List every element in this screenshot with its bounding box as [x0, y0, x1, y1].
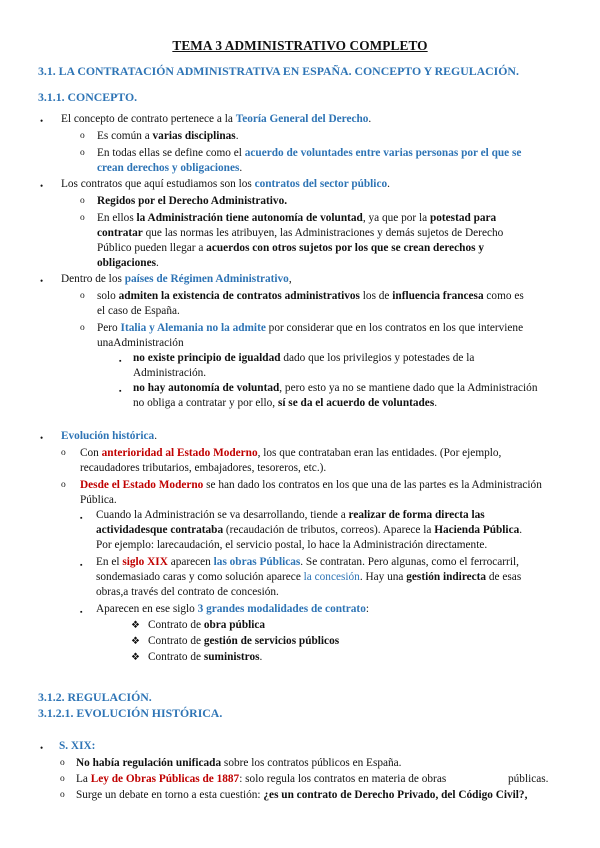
subsub-equality-cont: Administración. [133, 367, 207, 379]
subsub-xix-century: En el siglo XIX aparecen las obras Públicas. Se contratan. Pero algunas, como el ferrocarril, [96, 556, 519, 568]
sub-french-influence: solo admiten la existencia de contratos administrativos los de influencia francesa como es [97, 290, 524, 302]
subsub-no-autonomy: no hay autonomía de voluntad, pero esto ya no se mantiene dado que la Administración [133, 382, 538, 394]
subsub-three-modalities: Aparecen en ese siglo 3 grandes modalidades de contrato: [96, 603, 369, 615]
diamond-bullet-icon: ❖ [131, 652, 140, 663]
modality-public-works: Contrato de obra pública [148, 619, 266, 631]
bullet-public-contracts: Los contratos que aquí estudiamos son los contratos del sector público. [61, 178, 390, 190]
square-bullet-icon: ▪ [119, 387, 122, 395]
bullet-icon: • [40, 433, 44, 443]
heading-3-1-2-1: 3.1.2.1. EVOLUCIÓN HISTÓRICA. [38, 706, 223, 720]
circle-bullet-icon: o [60, 758, 65, 768]
sub-autonomy-l4: obligaciones. [97, 257, 159, 269]
square-bullet-icon: ▪ [119, 357, 122, 365]
subsub-equality: no existe principio de igualdad dado que los privilegios y potestades de la [133, 352, 475, 364]
sub-public-works-law: La Ley de Obras Públicas de 1887: solo regula los contratos en materia de obras [76, 773, 447, 785]
sub-debate: Surge un debate en torno a esta cuestión: ¿es un contrato de Derecho Privado, del Código Civil?, [76, 789, 528, 801]
sub-french-influence-cont: el caso de España. [97, 305, 180, 317]
sub-common-disciplines: Es común a varias disciplinas. [97, 130, 239, 142]
sub-since-modern-state: Desde el Estado Moderno se han dado los contratos en los que una de las partes es la Administración [80, 479, 542, 491]
circle-bullet-icon: o [80, 196, 85, 206]
sub-public-works-law-tail: públicas. [508, 773, 549, 785]
subsub-direct-activities: Cuando la Administración se va desarrollando, tiende a realizar de forma directa las [96, 509, 485, 521]
subsub-direct-activities-l2: actividadesque contrataba (recaudación de tributos, correos). Aparece la Hacienda Pública. [96, 524, 523, 536]
bullet-icon: • [40, 743, 44, 753]
sub-before-modern-state-cont: recaudadores tributarios, embajadores, tesoreros, etc.). [80, 462, 327, 474]
circle-bullet-icon: o [80, 213, 85, 223]
sub-no-unified-regulation: No había regulación unificada sobre los contratos públicos en España. [76, 757, 402, 769]
subsub-no-autonomy-cont: no obliga a contratar y por ello, sí se da el acuerdo de voluntades. [133, 397, 438, 409]
modality-public-services: Contrato de gestión de servicios públicos [148, 635, 340, 647]
bullet-icon: • [40, 181, 44, 191]
sub-definition: En todas ellas se define como el acuerdo de voluntades entre varias personas por el que se [97, 147, 522, 159]
sub-before-modern-state: Con anterioridad al Estado Moderno, los que contrataban eran las entidades. (Por ejemplo, [80, 447, 502, 459]
diamond-bullet-icon: ❖ [131, 636, 140, 647]
diamond-bullet-icon: ❖ [131, 620, 140, 631]
bullet-concept-theory: El concepto de contrato pertenece a la Teoría General del Derecho. [61, 113, 372, 125]
circle-bullet-icon: o [60, 790, 65, 800]
circle-bullet-icon: o [80, 323, 85, 333]
sub-italy-germany-cont: unaAdministración [97, 337, 184, 349]
circle-bullet-icon: o [80, 131, 85, 141]
square-bullet-icon: ▪ [80, 561, 83, 569]
sub-admin-law: Regidos por el Derecho Administrativo. [97, 195, 288, 207]
circle-bullet-icon: o [80, 291, 85, 301]
sub-autonomy-l3: Público pueden llegar a acuerdos con otros sujetos por los que se crean derechos y [97, 242, 484, 254]
circle-bullet-icon: o [61, 448, 66, 458]
subsub-xix-century-l2: sondemasiado caras y como solución aparece la concesión. Hay una gestión indirecta de esas [96, 571, 522, 583]
sub-autonomy-l1: En ellos la Administración tiene autonomía de voluntad, ya que por la potestad para [97, 212, 497, 224]
heading-3-1-2: 3.1.2. REGULACIÓN. [38, 690, 152, 704]
square-bullet-icon: ▪ [80, 608, 83, 616]
subsub-xix-century-l3: obras,a través del contrato de concesión. [96, 586, 279, 598]
subsub-direct-activities-l3: Por ejemplo: larecaudación, el servicio postal, lo hace la Administración directamente. [96, 539, 488, 551]
square-bullet-icon: ▪ [80, 514, 83, 522]
bullet-icon: • [40, 276, 44, 286]
sub-italy-germany: Pero Italia y Alemania no la admite por considerar que en los contratos en los que interviene [97, 322, 524, 334]
bullet-admin-regime: Dentro de los países de Régimen Administrativo, [61, 273, 292, 285]
sub-since-modern-state-cont: Pública. [80, 494, 117, 506]
document-title: TEMA 3 ADMINISTRATIVO COMPLETO [172, 38, 428, 53]
circle-bullet-icon: o [60, 774, 65, 784]
bullet-xix-century: S. XIX: [59, 740, 96, 752]
circle-bullet-icon: o [61, 480, 66, 490]
circle-bullet-icon: o [80, 148, 85, 158]
bullet-historical-evolution: Evolución histórica. [61, 430, 158, 442]
sub-autonomy-l2: contratar que las normas les atribuyen, las Administraciones y demás sujetos de Derecho [97, 227, 504, 239]
modality-supplies: Contrato de suministros. [148, 651, 263, 663]
bullet-icon: • [40, 116, 44, 126]
sub-definition-cont: crean derechos y obligaciones. [97, 162, 243, 174]
heading-3-1: 3.1. LA CONTRATACIÓN ADMINISTRATIVA EN ESPAÑA. CONCEPTO Y REGULACIÓN. [38, 64, 519, 78]
heading-3-1-1: 3.1.1. CONCEPTO. [38, 90, 138, 104]
